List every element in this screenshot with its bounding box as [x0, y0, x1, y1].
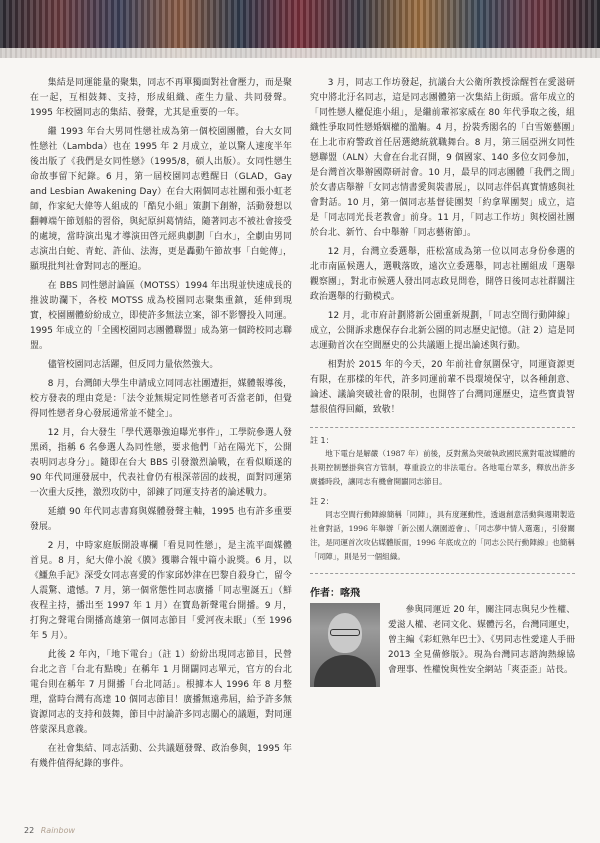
- paragraph: 集結是同運能量的聚集，同志不再單獨面對社會壓力，而是聚在一起，互相鼓舞、支持，形成組織、產生力量、共同發聲。1995 年校園同志的集結、發聲，尤其是重要的一年。: [30, 78, 292, 118]
- left-column: [30, 76, 292, 776]
- paragraph: 此後 2 年內，「地下電台」（註 1）紛紛出現同志節目，民營台北之音「台北有點晚」在稱年 1 月開闢同志單元，官方的台北電台則在稱年 7 月開播「台北同話」。根據本人 1996 年 8 月整理，當時台灣有高達 10 個同志節目！廣播無遠弗屆，給予許多無資源同志的支持和鼓舞，節目中討論許多同志關心的議題，對同運啓蒙深具意義。: [30, 650, 292, 735]
- paragraph: 延續 90 年代同志書寫與媒體發聲主軸，1995 也有許多重要發展。: [30, 507, 292, 532]
- paragraph: 12 月，台大發生「學代選舉強迫曝光事件」，工學院參選人發黑函，指稱 6 名參選人為同性戀，要求他們「站在陽光下，公開表明同志身分」。隨即在台大 BBS 引發激烈論戰，在看似順遂的 90 年代同運發展中，代表社會仍有根深蒂固的歧視，面對同運第一次重大反挫，激烈攻防中，卻鍊了同運支持者的論述戰力。: [30, 428, 292, 498]
- author-heading: [310, 584, 575, 599]
- author-bio: 參與同運近 20 年，關注同志與兒少性權、愛滋人權、老同文化、媒體污名，台灣同運史，曾主編《彩虹熟年巴士》、《男同志性愛達人手冊 2013 全見備修版》。現為台灣同志諮詢熱線協會理事、性權悅與性安全網站「爽歪歪」站長。: [388, 605, 575, 675]
- author-photo: [310, 603, 380, 687]
- paragraph: 在社會集結、同志活動、公共議題發聲、政治參與，1995 年有幾件值得紀錄的事件。: [30, 744, 292, 769]
- paragraph: 12 月，北市府計劃將新公園重新規劃，「同志空間行動陣線」成立，公開訴求應保存台北新公園的同志歷史記憶。（註 2）這是同志運動首次在空間歷史的公共議題上提出論述與行動。: [310, 311, 575, 351]
- author-block: [310, 603, 575, 678]
- paragraph: 相對於 2015 年的今天，20 年前社會氛圍保守，同運資源更有限，在那樣的年代，許多同運前輩不畏環境保守，以各種創意、論述、議論突破社會的限制，也開啓了台灣同運歷史，這些寶貴智慧很值得回顧，致敬！: [310, 360, 575, 415]
- header-banner-strip: [0, 48, 600, 58]
- magazine-name: Rainbow: [40, 826, 76, 835]
- notes-divider: [310, 427, 575, 428]
- author-name: 喀飛: [340, 588, 360, 599]
- paragraph: 繼 1993 年台大男同性戀社成為第一個校園團體，台大女同性戀社（Lambda）也在 1995 年 2 月成立，並以驚人速度半年後出版了《我們是女同性戀》（1995/8，碩人出版）。女同性戀生命故事留下紀錄。6 月，第一屆校園同志甦醒日（GLAD，Gay and Lesbian Awakening Day）在台大兩個同志社團和張小虹老師，作家紀大偉等人組成的「酷兒小組」策劃下創辦，活動發想以翻轉端午節划船的習俗，與紀原糾葛情結，隨著同志不被社會接受的處境，當時演出鬼才導演田啓元經典劇劃「白水」，全劇由男同志演出白蛇、青蛇、許仙、法海，更是轟動午節故事「白蛇傳」，顯現批判社會對同志的壓迫。: [30, 127, 292, 272]
- footnote-label: 註 2：: [310, 497, 334, 506]
- author-photo-body: [314, 655, 376, 687]
- paragraph: 在 BBS 同性戀討論區（MOTSS）1994 年出現並快速成長的推波助瀾下，各校 MOTSS 成為校園同志聚集重鎮，延伸到現實，校園團體紛紛成立，即使許多無法立案，卻不影響投入同運。1995 年成立的「全國校園同志團體聯盟」成為第一個跨校同志聯盟。: [30, 281, 292, 351]
- author-label: 作者：: [310, 588, 340, 599]
- author-divider: [310, 573, 575, 574]
- footnote-text: 地下電台是解嚴（1987 年）前後，反對黨為突破執政國民黨對電波媒體的長期控制懸掛與官方管制，尊重設立的非法電台。各地電台眾多，釋放出許多廣播時段，讓同志有機會開闢同志節目。: [310, 449, 575, 486]
- footnote-2: [310, 495, 575, 564]
- page-number: 22: [24, 826, 35, 835]
- footnote-text: 同志空間行動陣線簡稱「同陣」，具有度運動性，透過創意活動與週期製造社會對話，1996 年舉辦「新公園人潮園遊會」、「同志夢中情人選選」，引發關注，是同運首次攻佔媒體版面，1996 年底成立的「同志公民行動陣線」也簡稱「同陣」，則是另一個組織。: [310, 510, 575, 561]
- footnote-1: [310, 434, 575, 489]
- paragraph: 12 月，台灣立委選舉，莊松富成為第一位以同志身份參選的北市南區候選人，選戰落敗，遠次立委選舉，同志社團組成「選舉觀察團」，對北市候選人發出同志政見問卷，開啓日後同志社群關注政治選舉的行動模式。: [310, 247, 575, 302]
- paragraph: 儘管校園同志活躍，但反同力量依然強大。: [47, 360, 219, 370]
- right-column: [310, 76, 575, 687]
- author-photo-glasses: [330, 629, 360, 636]
- paragraph: 3 月，同志工作坊發起，抗議台大公衛所教授涂醒哲在愛滋研究中將北汙名同志，這是同志團體第一次集結上街頭。當年成立的「同性戀人權促進小組」，是繼前輩祁家威在 80 年代爭取之後，組織性爭取同性戀婚姻權的濫觴。4 月，扮裝秀閣名的「白雪姬藝團」在上北市府警政首任居選總統就職舞台。8 月，第三屆亞洲女同性戀聯盟（ALN）大會在台北召開，9 個國家、140 多位女同參加，是台灣首次舉辦國際研討會。10 月，最早的同志團體「我們之間」於女書店舉辦「女同志情書愛與裝書展」，以同志伴侶真實情感與社會對話。10 月，第一個同志基督徒團契「約拿單團契」成立，這是「同志同光長老教會」前身。11 月，「同志工作坊」與校園社團於台北、新竹、台中舉辦「同志藝術節」。: [310, 78, 575, 238]
- paragraph: 8 月，台灣師大學生申請成立同同志社團遭拒，媒體報導後，校方發表的理由竟是：「法令並無規定同性戀者可否當老師，但覺得同性戀者身心發展通常並不健全」。: [30, 379, 292, 419]
- footnote-label: 註 1：: [310, 436, 334, 445]
- paragraph: 2 月，中時家庭版開設專欄「看見同性戀」，是主流平面媒體首見。8 月，紀大偉小說《膜》獲聯合報中篇小說獎。6 月，以《鱷魚手記》深受女同志喜愛的作家邱妙津在巴黎自殺身亡，留令人震驚、遺憾。7 月，第一個常態性同志廣播「同志聖誕五」（鮮夜程主持，播出至 1997 年 1 月）在寶島新聲電台開播。9 月，打狗之聲電台開播高雄第一個同志節目「愛河夜未眠」（至 1996 年 5 月）。: [30, 541, 292, 641]
- page-footer: [24, 826, 75, 835]
